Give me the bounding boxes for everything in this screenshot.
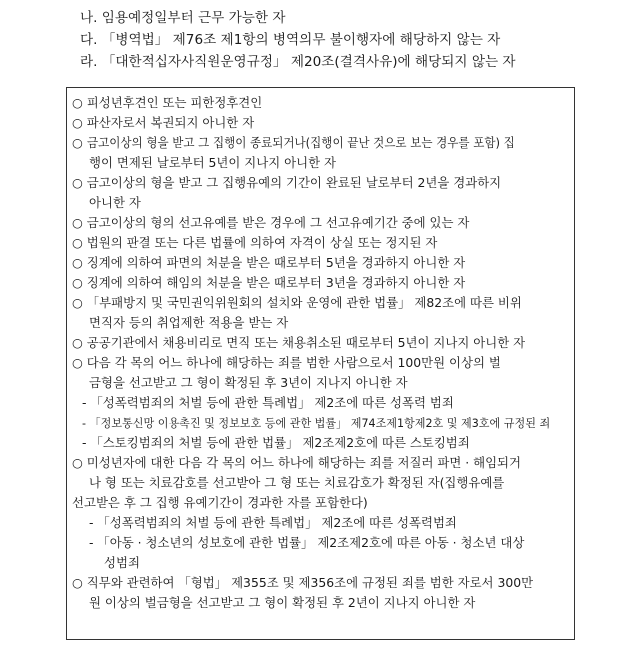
list-item-text: 금고이상의 형을 받고 그 집행유예의 기간이 완료된 날로부터 2년을 경과하지 <box>86 175 502 190</box>
list-item-text: 직무와 관련하여 「형법」 제355조 및 제356조에 규정된 죄를 범한 자로서 300만 <box>86 575 534 590</box>
list-item-text: 징계에 의하여 해임의 처분을 받은 때로부터 3년을 경과하지 아니한 자 <box>86 275 466 290</box>
list-item-text: 법원의 판결 또는 다른 법률에 의하여 자격이 상실 또는 정지된 자 <box>86 235 438 250</box>
bullet-circle: ○ <box>72 175 83 190</box>
list-item-text: 공공기관에서 채용비리로 면직 또는 채용취소된 때로부터 5년이 지나지 아니한 자 <box>86 335 526 350</box>
bullet-circle: ○ <box>72 115 83 130</box>
bullet-circle: ○ <box>72 235 83 250</box>
bullet-circle: ○ <box>72 275 83 290</box>
list-item <box>72 337 525 349</box>
sub-item: - 「정보통신망 이용촉진 및 정보보호 등에 관한 법률」 제74조제1항제2호 및 제3호에 규정된 죄 <box>82 417 551 430</box>
list-item <box>72 577 533 589</box>
list-item <box>72 137 547 149</box>
list-item-text: 다음 각 목의 어느 하나에 해당하는 죄를 범한 사람으로서 100만원 이상의 벌 <box>86 355 501 370</box>
list-item <box>72 357 501 369</box>
sub-item: - 「스토킹범죄의 처벌 등에 관한 법률」 제2조제2호에 따른 스토킹범죄 <box>82 435 470 450</box>
list-item-continuation: 행이 면제된 날로부터 5년이 지나지 아니한 자 <box>89 155 336 170</box>
bullet-circle: ○ <box>72 255 83 270</box>
list-item <box>72 97 262 109</box>
sub-item-continuation: 성범죄 <box>104 555 140 570</box>
list-item-continuation: 면직자 등의 취업제한 적용을 받는 자 <box>89 315 289 330</box>
list-item-continuation: 선고받은 후 그 집행 유예기간이 경과한 자를 포함한다) <box>72 495 368 510</box>
list-item <box>72 277 465 289</box>
list-item-text: 「부패방지 및 국민권익위원회의 설치와 운영에 관한 법률」 제82조에 따른 비위 <box>86 295 522 310</box>
list-item-text: 징계에 의하여 파면의 처분을 받은 때로부터 5년을 경과하지 아니한 자 <box>86 255 466 270</box>
list-item <box>72 237 437 249</box>
bullet-circle: ○ <box>72 355 83 370</box>
sub-item: - 「성폭력범죄의 처벌 등에 관한 특례법」 제2조에 따른 성폭력 범죄 <box>82 395 454 410</box>
bullet-circle: ○ <box>72 575 83 590</box>
list-item-continuation: 원 이상의 벌금형을 선고받고 그 형이 확정된 후 2년이 지나지 아니한 자 <box>89 595 476 610</box>
bullet-circle: ○ <box>72 95 83 110</box>
list-item <box>72 297 522 309</box>
list-item <box>72 257 465 269</box>
requirement-ra: 라. 「대한적십자사직원운영규정」 제20조(결격사유)에 해당되지 않는 자 <box>80 54 516 70</box>
list-item-text: 피성년후견인 또는 피한정후견인 <box>86 95 263 110</box>
list-item <box>72 177 501 189</box>
bullet-circle: ○ <box>72 455 83 470</box>
sub-item: - 「성폭력범죄의 처벌 등에 관한 특례법」 제2조에 따른 성폭력범죄 <box>89 515 457 530</box>
list-item <box>72 217 469 229</box>
list-item-continuation: 금형을 선고받고 그 형이 확정된 후 3년이 지나지 아니한 자 <box>89 375 408 390</box>
list-item-continuation: 나 형 또는 치료감호를 선고받아 그 형 또는 치료감호가 확정된 자(집행유예를 <box>89 475 505 490</box>
list-item-text: 파산자로서 복권되지 아니한 자 <box>86 115 255 130</box>
bullet-circle: ○ <box>72 335 83 350</box>
list-item-text: 금고이상의 형의 선고유예를 받은 경우에 그 선고유예기간 중에 있는 자 <box>86 215 470 230</box>
list-item <box>72 457 521 469</box>
list-item-continuation: 아니한 자 <box>89 195 141 210</box>
requirement-da: 다. 「병역법」 제76조 제1항의 병역의무 불이행자에 해당하지 않는 자 <box>80 32 501 48</box>
requirement-na: 나. 임용예정일부터 근무 가능한 자 <box>80 10 286 26</box>
list-item-text: 미성년자에 대한 다음 각 목의 어느 하나에 해당하는 죄를 저질러 파면 · 해임되거 <box>86 455 521 470</box>
sub-item: - 「아동 · 청소년의 성보호에 관한 법률」 제2조제2호에 따른 아동 · 청소년 대상 <box>89 535 525 550</box>
list-item <box>72 117 254 129</box>
bullet-circle: ○ <box>72 215 83 230</box>
bullet-circle: ○ <box>72 295 83 310</box>
bullet-circle: ○ <box>72 135 83 150</box>
list-item-text: 금고이상의 형을 받고 그 집행이 종료되거나(집행이 끝난 것으로 보는 경우를 포함) 집 <box>86 135 515 150</box>
